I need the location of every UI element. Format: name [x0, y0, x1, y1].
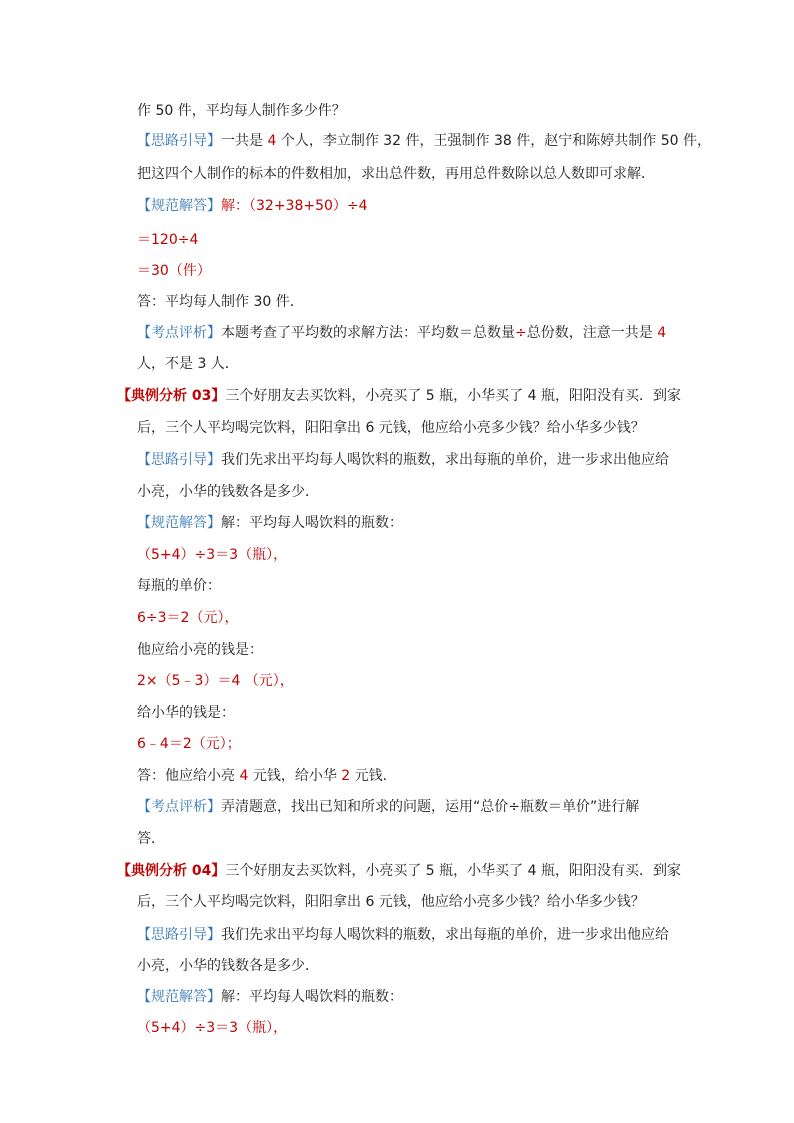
guide-line: 【思路引导】我们先求出平均每人喝饮料的瓶数，求出每瓶的单价，进一步求出他应给 — [137, 452, 669, 468]
solution-tag: 【规范解答】 — [137, 989, 221, 1005]
text-line: 答． — [137, 831, 165, 847]
text-line: ＝120÷4 — [137, 232, 199, 248]
guide-line: 【思路引导】一共是 4 个人，李立制作 32 件，王强制作 38 件，赵宁和陈婷共制作 50 件， — [137, 133, 711, 149]
guide-tag: 【思路引导】 — [137, 133, 221, 149]
text-line: （5+4）÷3＝3（瓶）， — [137, 1020, 288, 1036]
analysis-line: 【考点评析】弄清题意，找出已知和所求的问题，运用“总价÷瓶数＝单价”进行解 — [137, 799, 640, 815]
guide-line: 【思路引导】我们先求出平均每人喝饮料的瓶数，求出每瓶的单价，进一步求出他应给 — [137, 927, 669, 943]
solution-tag: 【规范解答】 — [137, 198, 221, 214]
example-heading: 【典例分析 03】三个好朋友去买饮料，小亮买了 5 瓶，小华买了 4 瓶，阳阳没有买．到家 — [117, 388, 681, 404]
analysis-line: 【考点评析】本题考查了平均数的求解方法：平均数＝总数量÷总份数，注意一共是 4 — [137, 325, 667, 341]
text-line: 把这四个人制作的标本的件数相加，求出总件数，再用总件数除以总人数即可求解． — [137, 166, 655, 182]
analysis-tag: 【考点评析】 — [137, 799, 221, 815]
solution-line: 【规范解答】解：平均每人喝饮料的瓶数： — [137, 515, 403, 531]
example-tag: 【典例分析 04】 — [117, 863, 226, 879]
answer-line: 答：他应给小亮 4 元钱，给小华 2 元钱． — [137, 768, 397, 784]
text-line: 他应给小亮的钱是： — [137, 642, 263, 658]
text-line: （5+4）÷3＝3（瓶）， — [137, 547, 288, 563]
text-line: 小亮，小华的钱数各是多少． — [137, 484, 319, 500]
example-heading: 【典例分析 04】三个好朋友去买饮料，小亮买了 5 瓶，小华买了 4 瓶，阳阳没有买．到家 — [117, 863, 681, 879]
example-tag: 【典例分析 03】 — [117, 388, 226, 404]
text-line: 2×（5﹣3）＝4 （元）， — [137, 673, 294, 689]
text-line: 小亮，小华的钱数各是多少． — [137, 958, 319, 974]
solution-line: 【规范解答】解：平均每人喝饮料的瓶数： — [137, 989, 403, 1005]
text-line: 6﹣4＝2（元）； — [137, 736, 241, 752]
solution-tag: 【规范解答】 — [137, 515, 221, 531]
text-line: 作 50 件，平均每人制作多少件？ — [137, 103, 346, 119]
text-line: 6÷3＝2（元）， — [137, 610, 239, 626]
text-line: 后，三个人平均喝完饮料，阳阳拿出 6 元钱，他应给小亮多少钱？给小华多少钱？ — [137, 894, 645, 910]
solution-line: 【规范解答】解：（32+38+50）÷4 — [137, 198, 368, 214]
guide-tag: 【思路引导】 — [137, 927, 221, 943]
answer-line: 答：平均每人制作 30 件． — [137, 294, 304, 310]
text-line: ＝30（件） — [137, 263, 211, 279]
analysis-tag: 【考点评析】 — [137, 325, 221, 341]
text-line: 给小华的钱是： — [137, 705, 235, 721]
text-line: 后，三个人平均喝完饮料，阳阳拿出 6 元钱，他应给小亮多少钱？给小华多少钱？ — [137, 420, 645, 436]
text-line: 人，不是 3 人． — [137, 356, 239, 372]
guide-tag: 【思路引导】 — [137, 452, 221, 468]
text-line: 每瓶的单价： — [137, 578, 221, 594]
